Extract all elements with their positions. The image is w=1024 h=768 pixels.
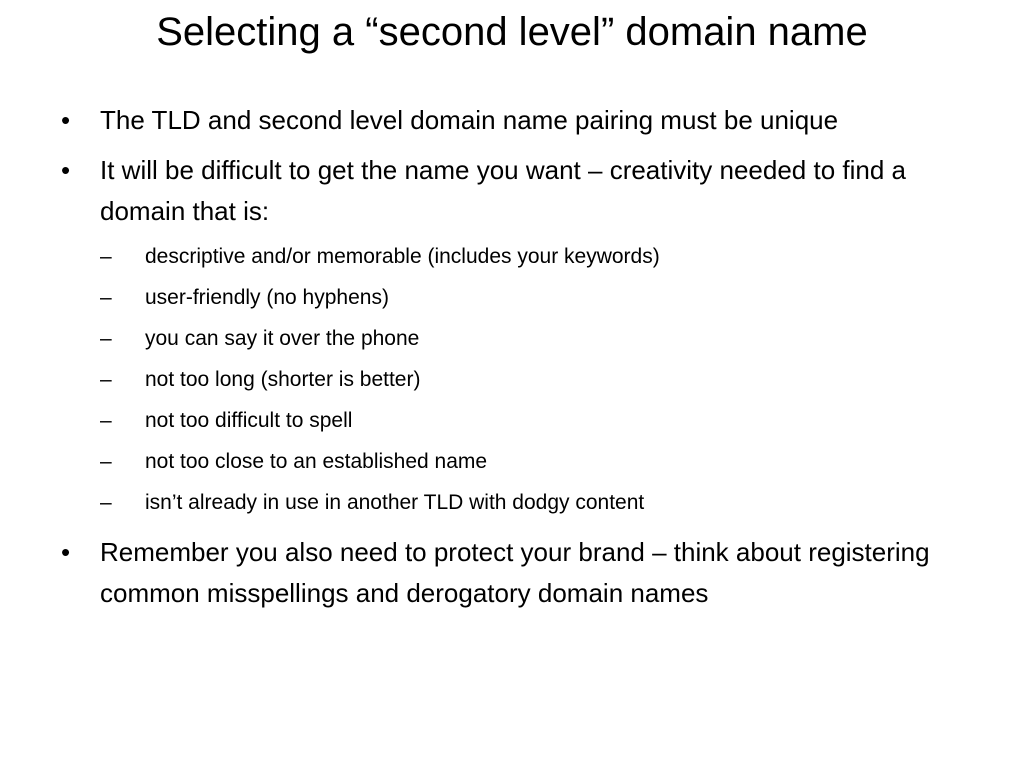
- sub-bullet-marker: –: [100, 286, 112, 309]
- sub-bullet-item: [100, 482, 978, 523]
- sub-bullet-marker: –: [100, 450, 112, 473]
- sub-bullet-list: [100, 236, 978, 523]
- sub-bullet-marker: –: [100, 327, 112, 350]
- bullet-text: The TLD and second level domain name pairing must be unique: [100, 105, 839, 135]
- bullet-marker: •: [61, 537, 71, 567]
- sub-bullet-text: not too long (shorter is better): [145, 368, 421, 391]
- sub-bullet-item: [100, 441, 978, 482]
- bullet-item: [58, 150, 978, 523]
- bullet-marker: •: [61, 105, 71, 135]
- sub-bullet-item: [100, 318, 978, 359]
- bullet-list: [58, 100, 978, 623]
- sub-bullet-item: [100, 400, 978, 441]
- sub-bullet-marker: –: [100, 409, 112, 432]
- sub-bullet-text: not too close to an established name: [145, 450, 488, 473]
- sub-bullet-text: you can say it over the phone: [145, 327, 420, 350]
- sub-bullet-marker: –: [100, 245, 112, 268]
- sub-bullet-marker: –: [100, 491, 112, 514]
- slide-title: Selecting a “second level” domain name: [156, 10, 868, 54]
- sub-bullet-marker: –: [100, 368, 112, 391]
- sub-bullet-text: descriptive and/or memorable (includes your keywords): [145, 245, 660, 268]
- sub-bullet-text: user-friendly (no hyphens): [145, 286, 389, 309]
- bullet-text: Remember you also need to protect your brand – think about registering common misspellings and derogatory domain names: [100, 537, 930, 608]
- sub-bullet-text: not too difficult to spell: [145, 409, 353, 432]
- sub-bullet-item: [100, 236, 978, 277]
- bullet-text: It will be difficult to get the name you want – creativity needed to find a domain that is:: [100, 155, 906, 226]
- bullet-item: [58, 100, 978, 141]
- bullet-item: [58, 532, 978, 614]
- bullet-marker: •: [61, 155, 71, 185]
- sub-bullet-item: [100, 277, 978, 318]
- sub-bullet-text: isn’t already in use in another TLD with dodgy content: [145, 491, 645, 514]
- sub-bullet-item: [100, 359, 978, 400]
